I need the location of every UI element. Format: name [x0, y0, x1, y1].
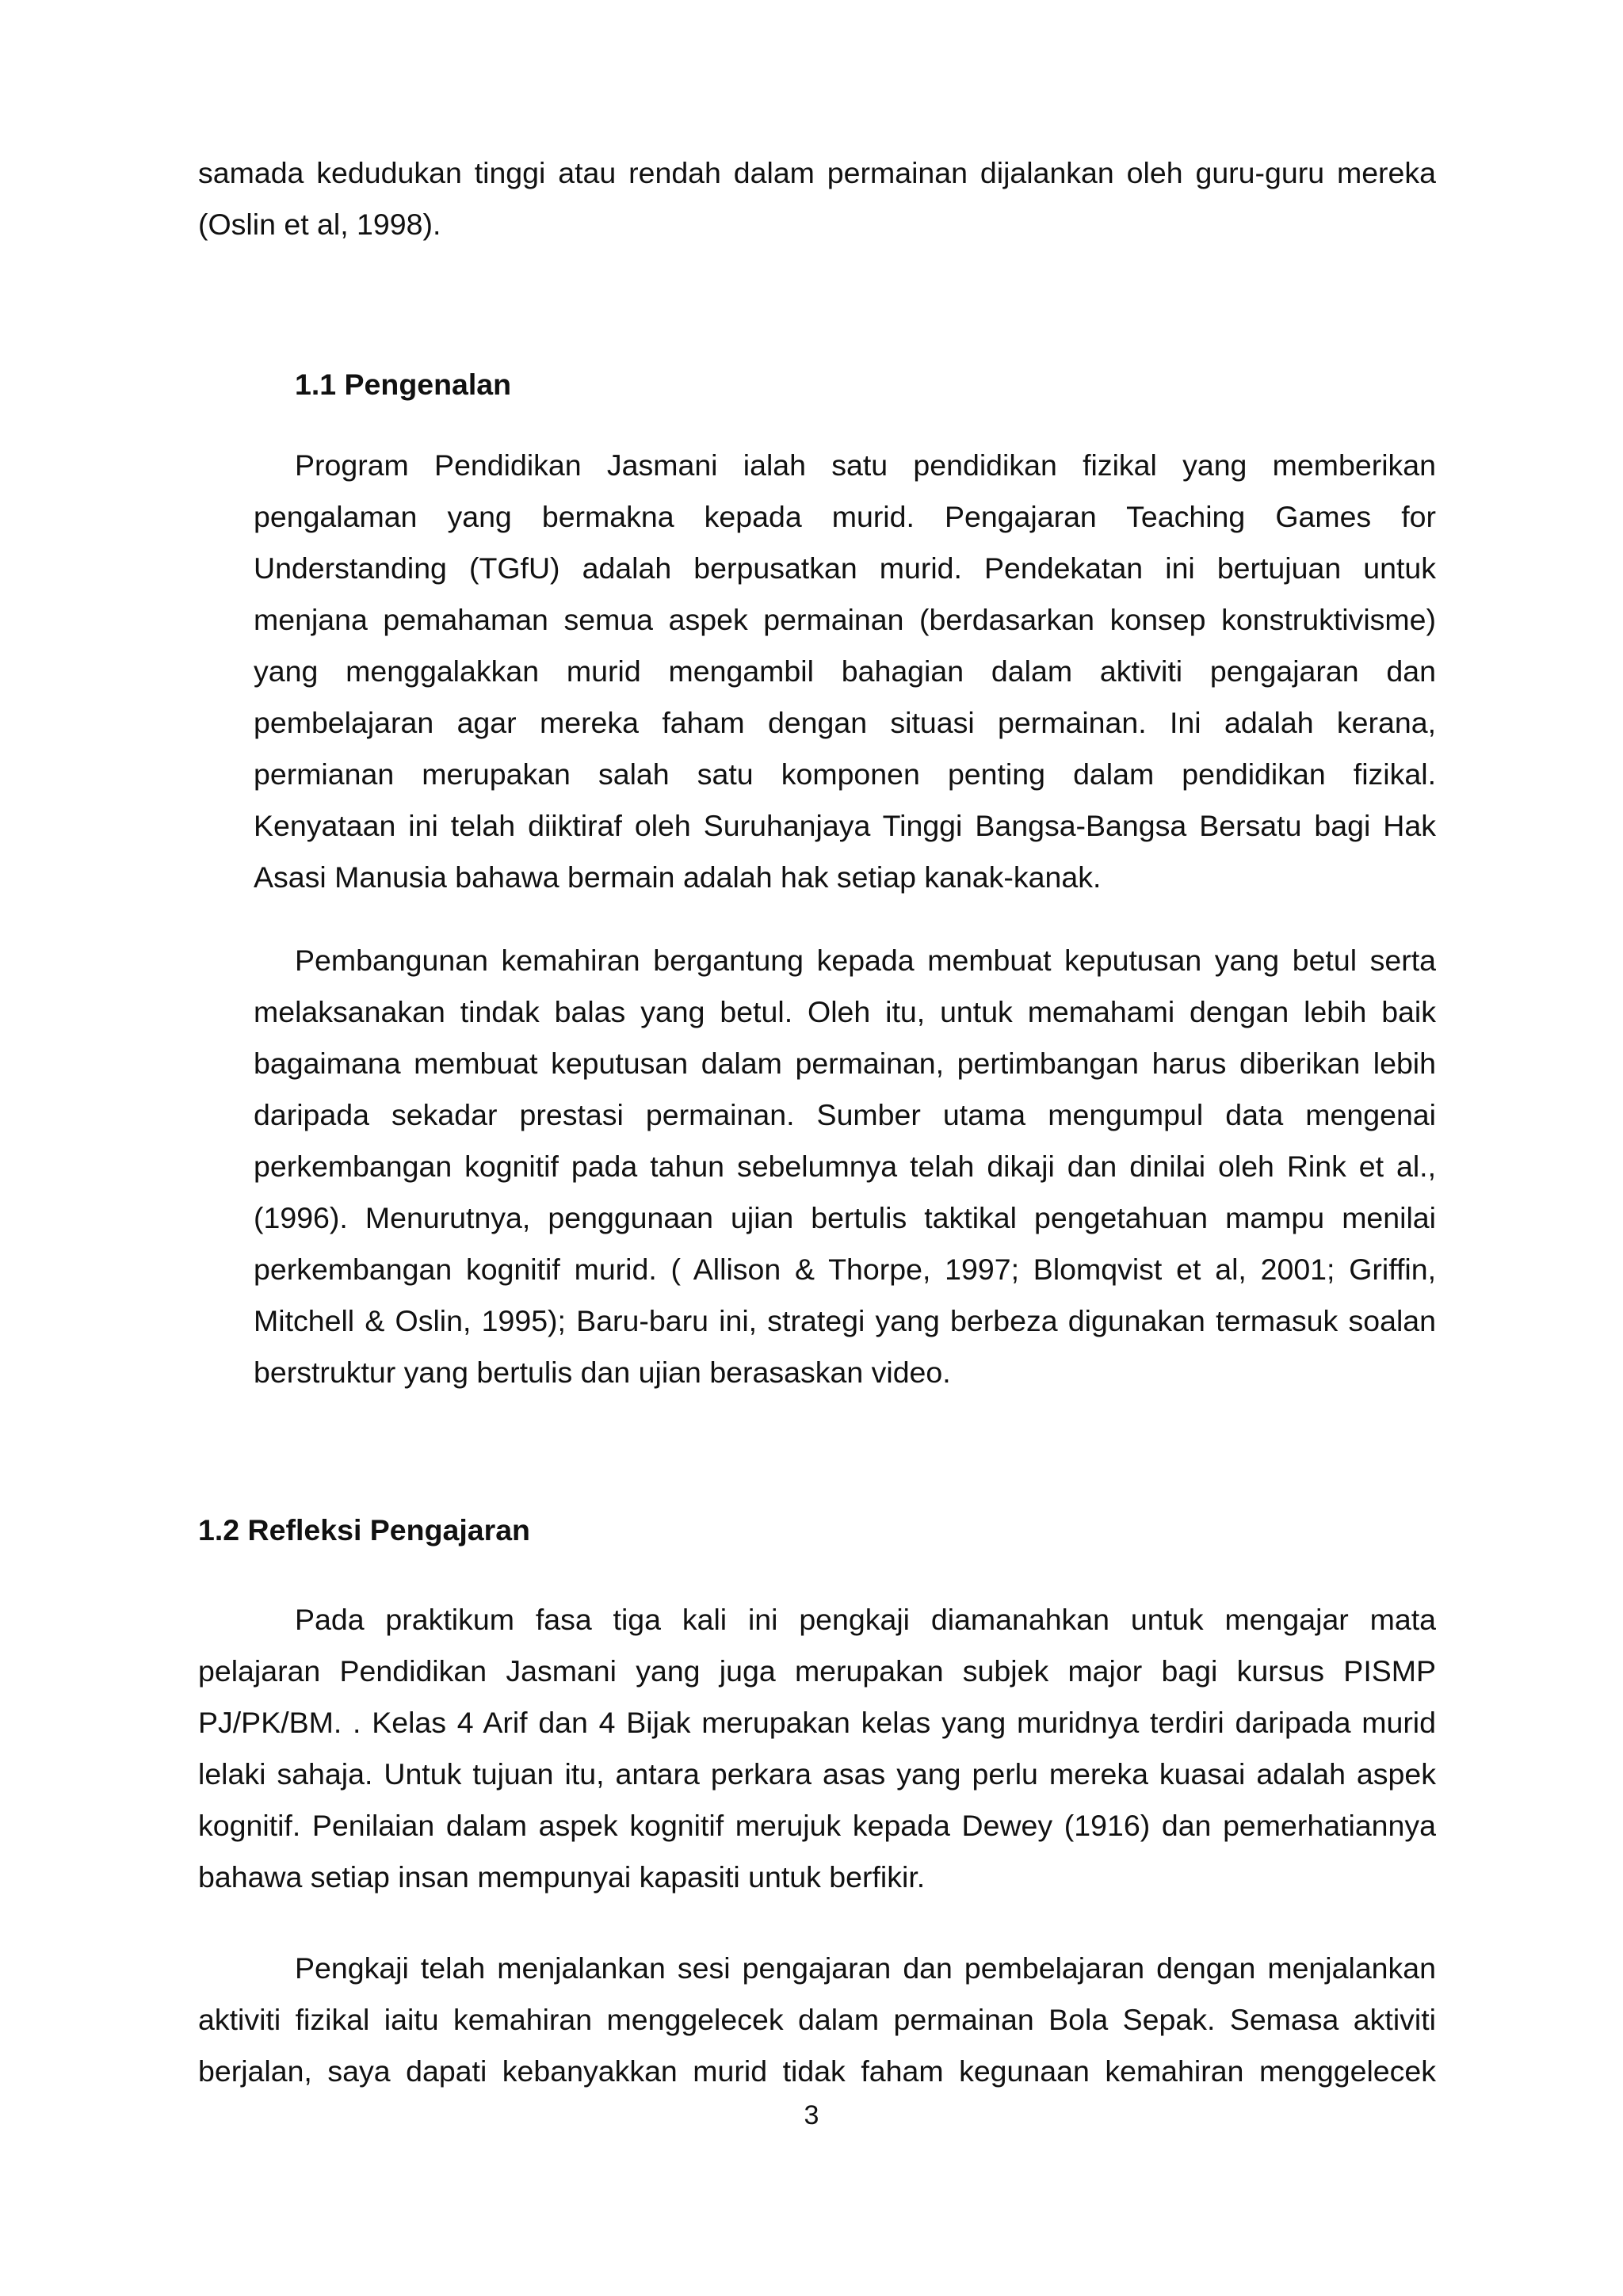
text-line: (Oslin et al, 1998).: [198, 208, 441, 241]
text-line: PJ/PK/BM. . Kelas 4 Arif dan 4 Bijak merupakan kelas yang muridnya terdiri daripada murid: [198, 1706, 1436, 1739]
section-1-1-paragraph-2: [254, 935, 1436, 1398]
text-line: Mitchell & Oslin, 1995); Baru-baru ini, strategi yang berbeza digunakan termasuk soalan: [254, 1304, 1436, 1337]
text-line: pembelajaran agar mereka faham dengan situasi permainan. Ini adalah kerana,: [254, 706, 1436, 739]
text-line: permianan merupakan salah satu komponen penting dalam pendidikan fizikal.: [254, 757, 1436, 791]
text-line: Pada praktikum fasa tiga kali ini pengkaji diamanahkan untuk mengajar mata: [295, 1603, 1436, 1636]
intro-paragraph: [198, 147, 1436, 250]
text-line: melaksanakan tindak balas yang betul. Oleh itu, untuk memahami dengan lebih baik: [254, 995, 1436, 1028]
text-line: (1996). Menurutnya, penggunaan ujian bertulis taktikal pengetahuan mampu menilai: [254, 1201, 1436, 1234]
text-line: bagaimana membuat keputusan dalam permainan, pertimbangan harus diberikan lebih: [254, 1047, 1436, 1080]
text-line: menjana pemahaman semua aspek permainan (berdasarkan konsep konstruktivisme): [254, 603, 1436, 636]
section-1-1-paragraph-1: [254, 440, 1436, 903]
text-line: perkembangan kognitif pada tahun sebelumnya telah dikaji dan dinilai oleh Rink et al.,: [254, 1150, 1436, 1183]
section-heading-1-2: 1.2 Refleksi Pengajaran: [198, 1513, 530, 1547]
text-line: Understanding (TGfU) adalah berpusatkan murid. Pendekatan ini bertujuan untuk: [254, 551, 1436, 585]
text-line: Asasi Manusia bahawa bermain adalah hak setiap kanak-kanak.: [254, 860, 1102, 894]
text-line: berstruktur yang bertulis dan ujian berasaskan video.: [254, 1356, 951, 1389]
text-line: Pengkaji telah menjalankan sesi pengajaran dan pembelajaran dengan menjalankan: [295, 1951, 1436, 1985]
text-line: Pembangunan kemahiran bergantung kepada membuat keputusan yang betul serta: [295, 944, 1436, 977]
text-line: bahawa setiap insan mempunyai kapasiti untuk berfikir.: [198, 1860, 926, 1894]
text-line: berjalan, saya dapati kebanyakkan murid tidak faham kegunaan kemahiran menggelecek: [198, 2054, 1436, 2088]
text-line: yang menggalakkan murid mengambil bahagian dalam aktiviti pengajaran dan: [254, 654, 1436, 688]
section-1-2-paragraph-2: [198, 1943, 1436, 2097]
text-line: lelaki sahaja. Untuk tujuan itu, antara perkara asas yang perlu mereka kuasai adalah aspek: [198, 1757, 1436, 1791]
text-line: perkembangan kognitif murid. ( Allison & Thorpe, 1997; Blomqvist et al, 2001; Griffin,: [254, 1253, 1436, 1286]
text-line: samada kedudukan tinggi atau rendah dalam permainan dijalankan oleh guru-guru mereka: [198, 156, 1436, 189]
text-line: Program Pendidikan Jasmani ialah satu pendidikan fizikal yang memberikan: [295, 448, 1436, 482]
section-heading-1-1: 1.1 Pengenalan: [295, 368, 512, 401]
text-line: aktiviti fizikal iaitu kemahiran menggelecek dalam permainan Bola Sepak. Semasa aktiviti: [198, 2003, 1436, 2036]
text-line: pengalaman yang bermakna kepada murid. Pengajaran Teaching Games for: [254, 500, 1436, 533]
text-line: pelajaran Pendidikan Jasmani yang juga merupakan subjek major bagi kursus PISMP: [198, 1654, 1436, 1688]
text-line: kognitif. Penilaian dalam aspek kognitif merujuk kepada Dewey (1916) dan pemerhatiannya: [198, 1809, 1436, 1842]
page-number: 3: [804, 2100, 819, 2130]
text-line: Kenyataan ini telah diiktiraf oleh Suruhanjaya Tinggi Bangsa-Bangsa Bersatu bagi Hak: [254, 809, 1436, 842]
text-line: daripada sekadar prestasi permainan. Sumber utama mengumpul data mengenai: [254, 1098, 1436, 1131]
section-1-2-paragraph-1: [198, 1594, 1436, 1903]
